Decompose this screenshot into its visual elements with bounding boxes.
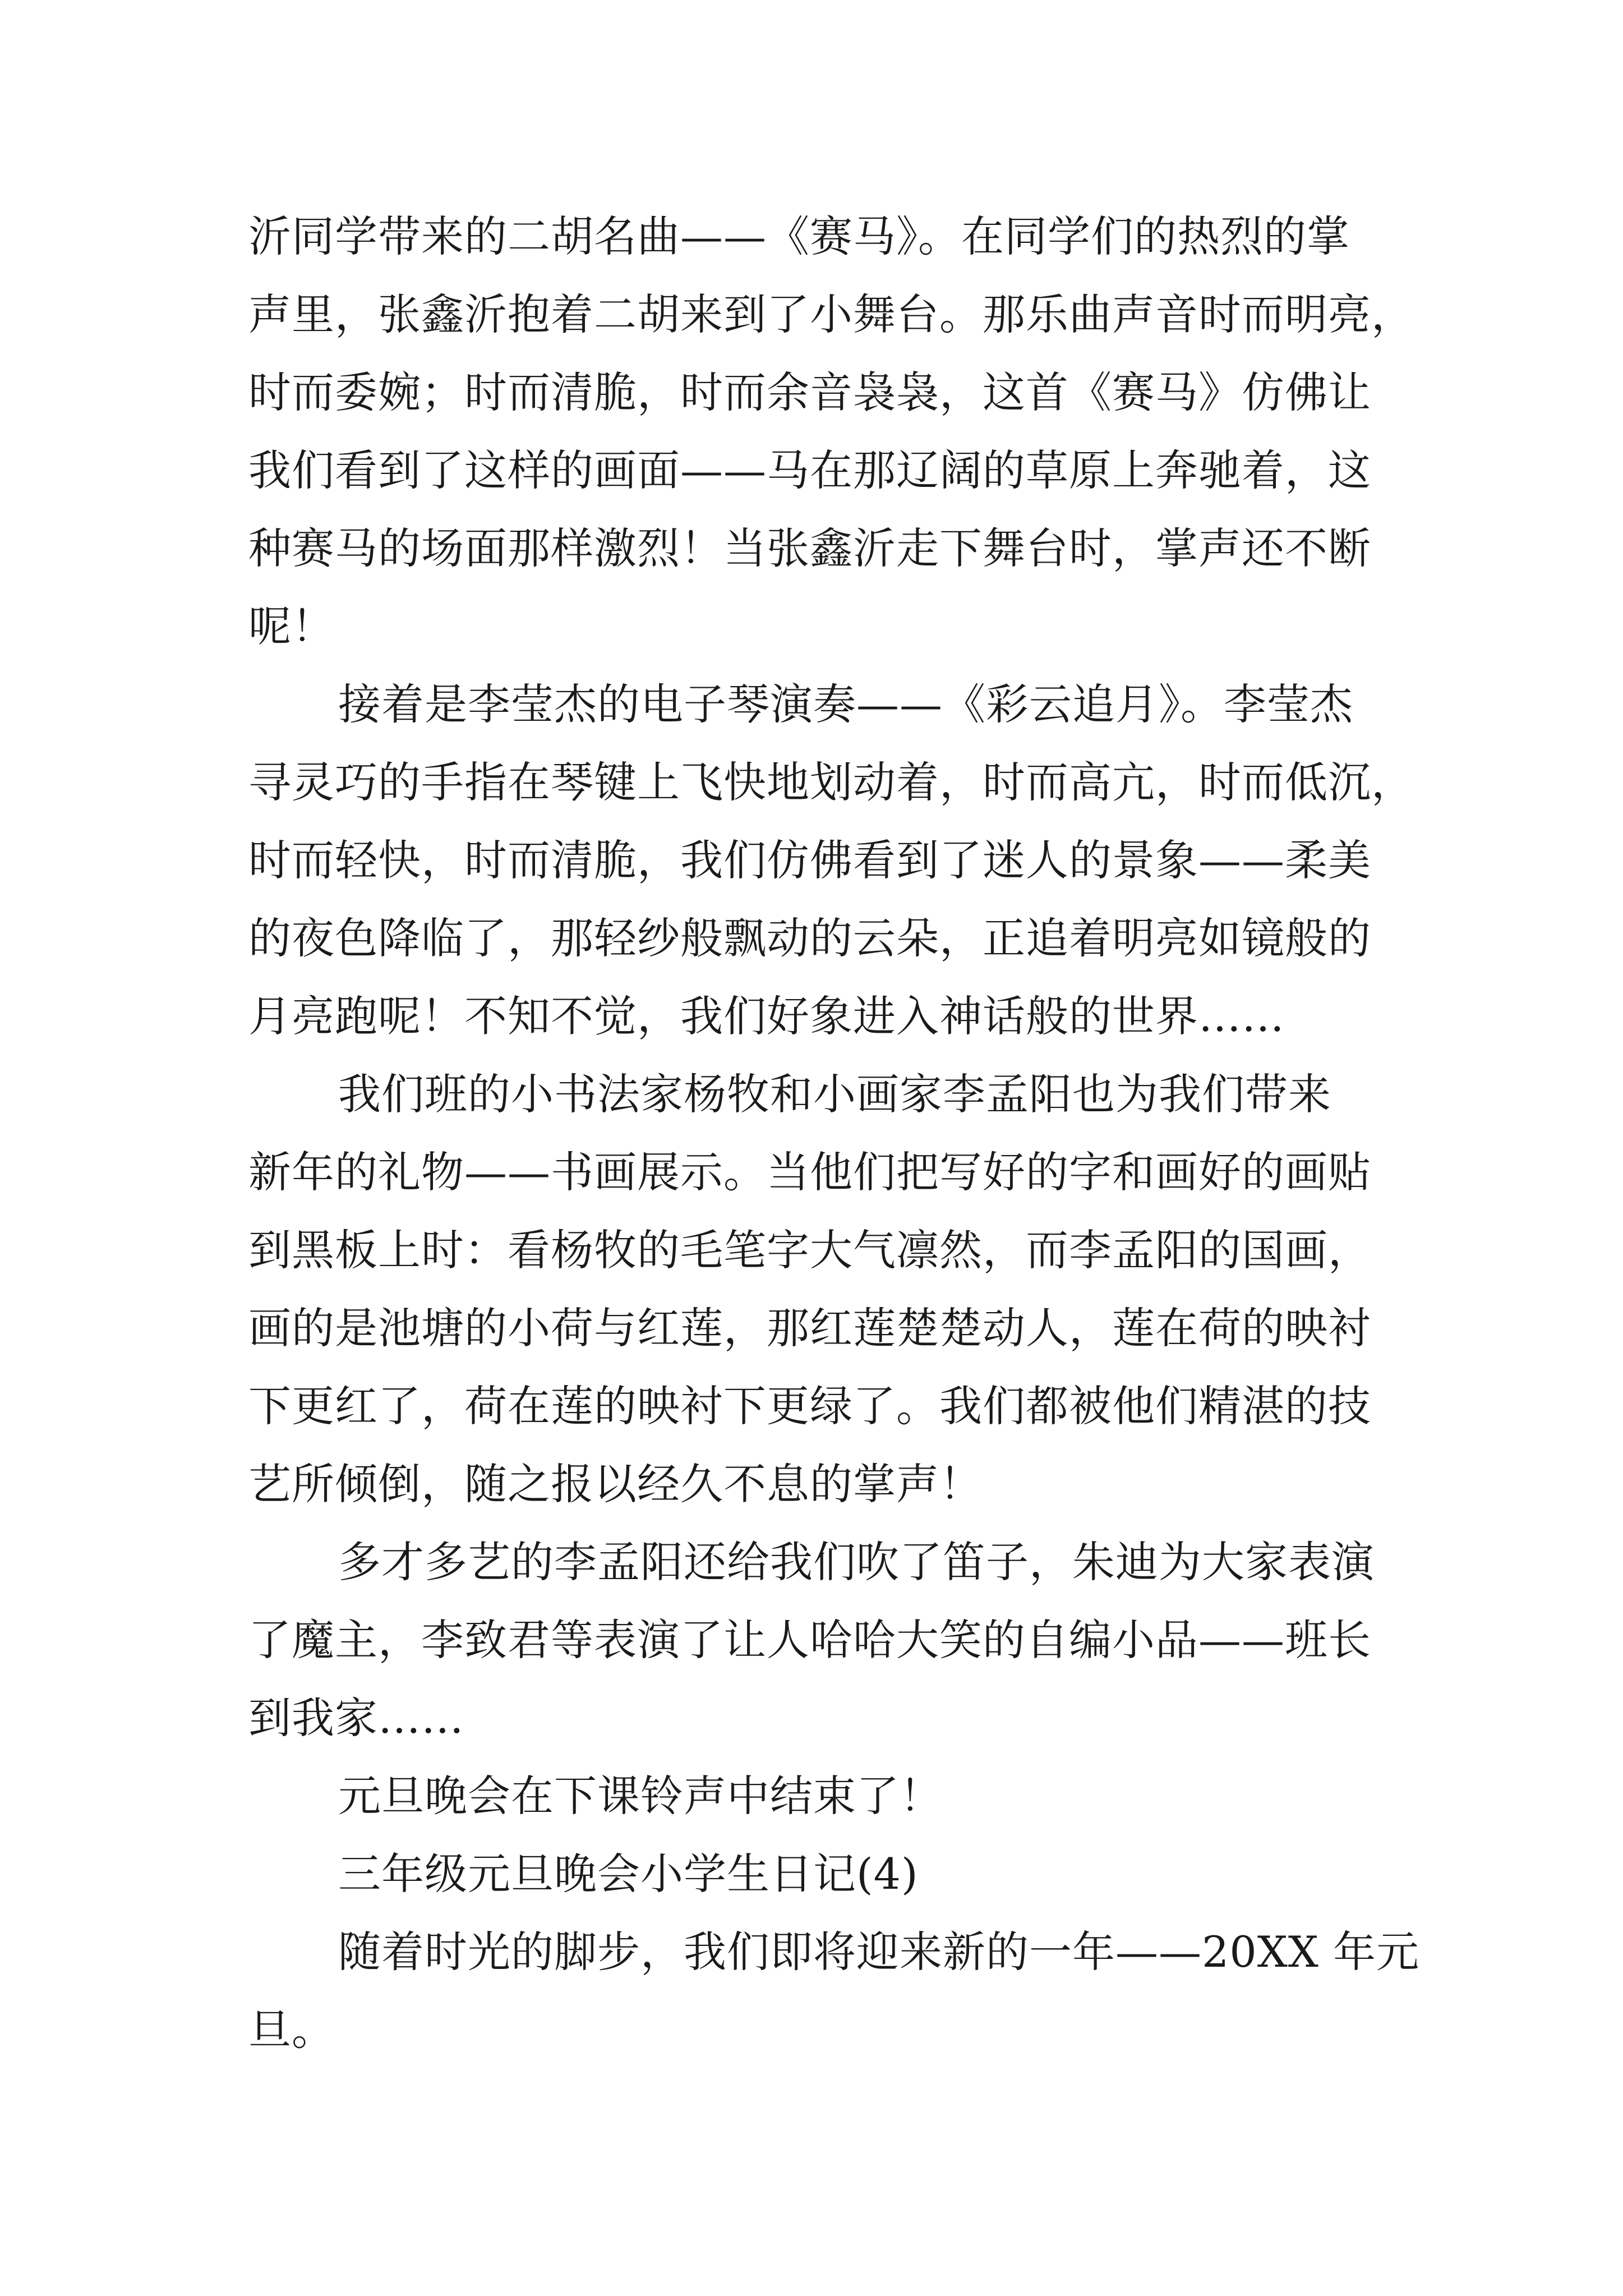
- text-line: 下更红了，荷在莲的映衬下更绿了。我们都被他们精湛的技: [248, 1381, 1371, 1431]
- text-line: 画的是池塘的小荷与红莲，那红莲楚楚动人，莲在荷的映衬: [248, 1303, 1371, 1353]
- text-line: 接着是李莹杰的电子琴演奏——《彩云追月》。李莹杰: [338, 679, 1353, 729]
- text-line: 艺所倾倒，随之报以经久不息的掌声！: [248, 1459, 983, 1509]
- document-body: [248, 197, 1420, 2069]
- text-line: 沂同学带来的二胡名曲——《赛马》。在同学们的热烈的掌: [248, 211, 1350, 261]
- text-line: 随着时光的脚步，我们即将迎来新的一年——20XX 年元: [338, 1927, 1420, 1977]
- text-line: 呢！: [248, 601, 335, 651]
- text-line: 旦。: [248, 2005, 335, 2055]
- text-line: 我们班的小书法家杨牧和小画家李孟阳也为我们带来: [338, 1069, 1331, 1119]
- text-line: 月亮跑呢！不知不觉，我们好象进入神话般的世界……: [248, 991, 1285, 1041]
- text-line: 到黑板上时：看杨牧的毛笔字大气凛然，而李孟阳的国画，: [248, 1225, 1371, 1275]
- text-line: 了魔主，李致君等表演了让人哈哈大笑的自编小品——班长: [248, 1615, 1371, 1665]
- text-line: 时而委婉；时而清脆，时而余音袅袅，这首《赛马》仿佛让: [248, 367, 1371, 417]
- text-line: 多才多艺的李孟阳还给我们吹了笛子，朱迪为大家表演: [338, 1537, 1375, 1587]
- text-line: 新年的礼物——书画展示。当他们把写好的字和画好的画贴: [248, 1147, 1371, 1197]
- text-line: 种赛马的场面那样激烈！当张鑫沂走下舞台时，掌声还不断: [248, 523, 1371, 573]
- text-line: 时而轻快，时而清脆，我们仿佛看到了迷人的景象——柔美: [248, 835, 1371, 885]
- text-line: 元旦晚会在下课铃声中结束了！: [338, 1771, 943, 1821]
- text-line: 到我家……: [248, 1693, 464, 1743]
- text-line: 寻灵巧的手指在琴键上飞快地划动着，时而高亢，时而低沉，: [248, 757, 1414, 807]
- text-line: 声里，张鑫沂抱着二胡来到了小舞台。那乐曲声音时而明亮，: [248, 289, 1414, 339]
- text-line: 我们看到了这样的画面——马在那辽阔的草原上奔驰着，这: [248, 445, 1371, 495]
- text-line: 的夜色降临了，那轻纱般飘动的云朵，正追着明亮如镜般的: [248, 913, 1371, 963]
- section-heading: 三年级元旦晚会小学生日记(4): [338, 1849, 919, 1899]
